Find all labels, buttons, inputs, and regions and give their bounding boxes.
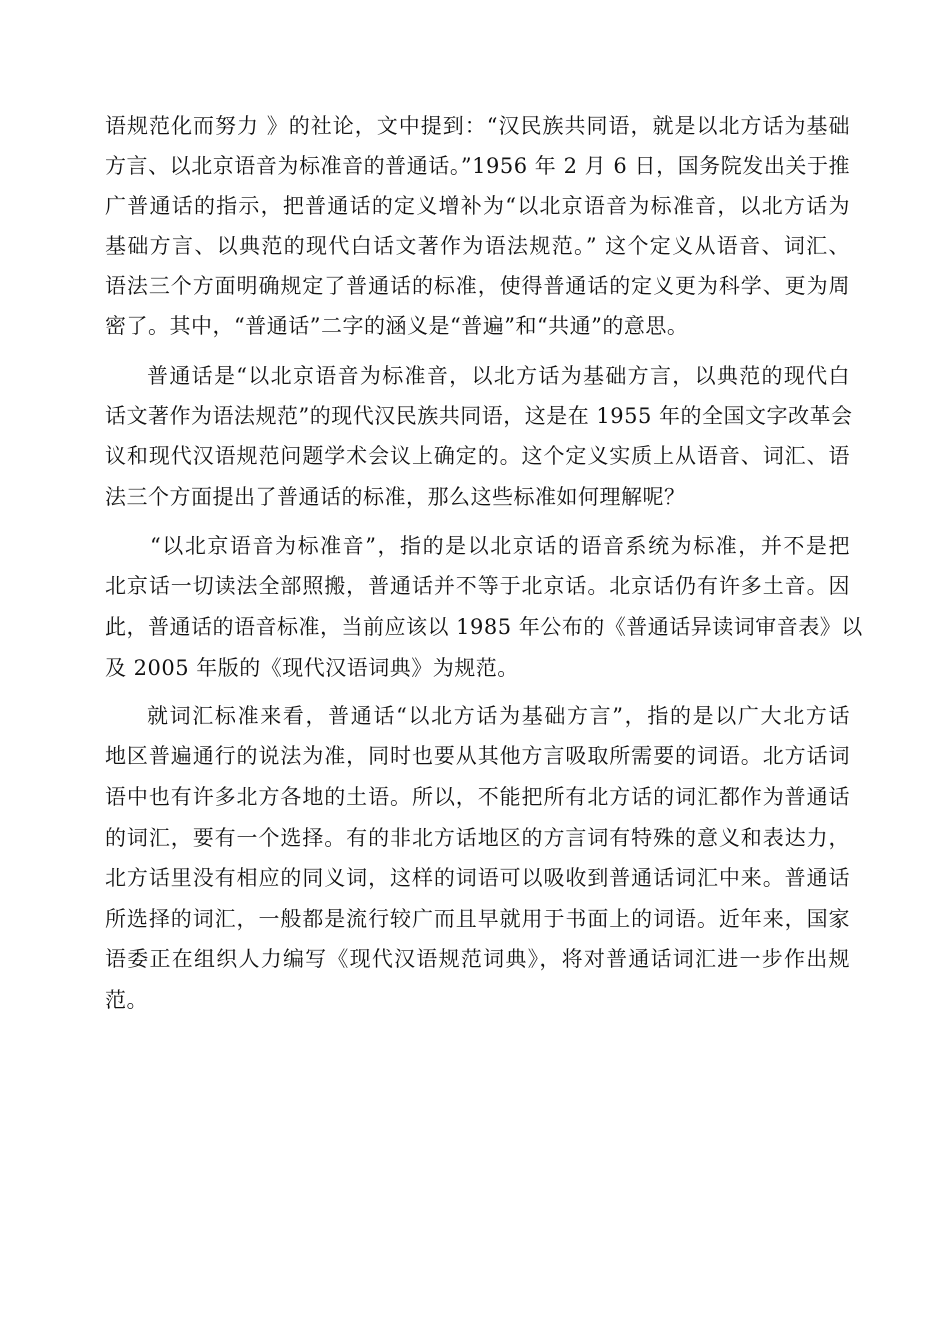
text-line: 议和现代汉语规范问题学术会议上确定的。这个定义实质上从语音、词汇、语 [105, 444, 850, 468]
text-line: 地区普遍通行的说法为准，同时也要从其他方言吸取所需要的词语。北方话词 [105, 744, 850, 768]
text-line: 范。 [105, 988, 148, 1012]
text-line: 此，普通话的语音标准，当前应该以 1985 年公布的《普通话异读词审音表》以 [105, 615, 863, 639]
text-line: 语中也有许多北方各地的土语。所以，不能把所有北方话的词汇都作为普通话 [105, 785, 850, 809]
text-line: 北方话里没有相应的同义词，这样的词语可以吸收到普通话词汇中来。普通话 [105, 866, 850, 890]
text-line: 密了。其中，“普通话”二字的涵义是“普遍”和“共通”的意思。 [105, 314, 689, 338]
text-line: 语规范化而努力 》的社论，文中提到：“汉民族共同语，就是以北方话为基础 [105, 114, 850, 138]
text-line: 语法三个方面明确规定了普通话的标准，使得普通话的定义更为科学、更为周 [105, 274, 850, 298]
text-line: 语委正在组织人力编写《现代汉语规范词典》，将对普通话词汇进一步作出规 [105, 947, 850, 971]
text-line: 的词汇，要有一个选择。有的非北方话地区的方言词有特殊的意义和表达力， [105, 826, 850, 850]
text-line: 北京话一切读法全部照搬，普通话并不等于北京话。北京话仍有许多土音。因 [105, 574, 850, 598]
text-line: 所选择的词汇，一般都是流行较广而且早就用于书面上的词语。近年来，国家 [105, 907, 850, 931]
text-line: 法三个方面提出了普通话的标准，那么这些标准如何理解呢？ [105, 485, 686, 509]
text-line: 就词汇标准来看，普通话“以北方话为基础方言”，指的是以广大北方话 [147, 704, 850, 728]
text-line: 话文著作为语法规范”的现代汉民族共同语，这是在 1955 年的全国文字改革会 [105, 404, 853, 428]
text-line: 及 2005 年版的《现代汉语词典》为规范。 [105, 656, 519, 680]
text-line: 方言、以北京语音为标准音的普通话。”1956 年 2 月 6 日，国务院发出关于推 [105, 154, 850, 178]
text-line: “以北京语音为标准音”，指的是以北京话的语音系统为标准，并不是把 [150, 534, 850, 558]
text-line: 普通话是“以北京语音为标准音，以北方话为基础方言，以典范的现代白 [147, 364, 850, 388]
text-line: 基础方言、以典范的现代白话文著作为语法规范。” 这个定义从语音、词汇、 [105, 234, 850, 258]
text-line: 广普通话的指示，把普通话的定义增补为“以北京语音为标准音，以北方话为 [105, 194, 850, 218]
